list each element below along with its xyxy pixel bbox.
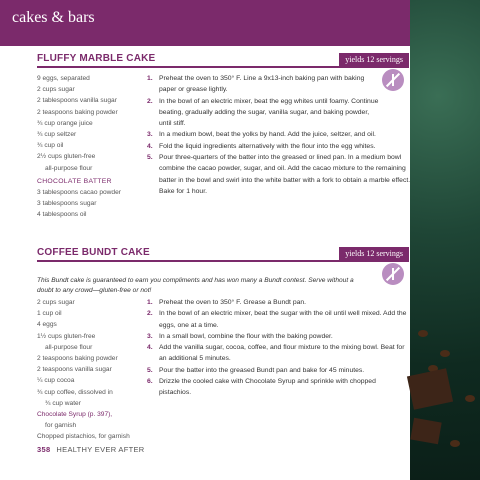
ingredient: 2 cups sugar	[37, 299, 75, 306]
ingredient: ¼ cup cocoa	[37, 377, 75, 385]
book-title: HEALTHY EVER AFTER	[56, 445, 145, 454]
step	[147, 141, 421, 152]
ingredient: 3 tablespoons cacao powder	[37, 189, 121, 197]
food-photo	[410, 0, 480, 480]
ingredient: ¾ cup seltzer	[37, 131, 77, 139]
step	[147, 297, 409, 308]
recipe1-title: FLUFFY MARBLE CAKE	[37, 53, 156, 64]
recipe1-ingredients	[37, 73, 142, 221]
step	[147, 365, 409, 376]
ingredient: 2½ cups gluten-free	[37, 153, 96, 161]
step-text: Preheat the oven to 350° F. Line a 9x13-inch baking pan with baking paper or grease lightly.	[159, 75, 365, 94]
step-text: In a small bowl, combine the flour with the baking powder.	[159, 332, 333, 340]
step-number: 5.	[147, 154, 153, 162]
chocolate-batter-subheading: CHOCOLATE BATTER	[37, 177, 112, 185]
ingredient: 3 tablespoons sugar	[37, 200, 97, 208]
recipe2-ingredients	[37, 297, 142, 443]
ingredient: 1½ cups gluten-free	[37, 332, 96, 340]
step-text: In the bowl of an electric mixer, beat the egg whites until foamy. Continue beating, gradually adding the sugar, vanilla sugar, and baking powder, until stiff.	[159, 97, 379, 128]
step	[147, 342, 409, 365]
step-text: Pour the batter into the greased Bundt pan and bake for 45 minutes.	[159, 366, 365, 374]
ingredient: 2 tablespoons vanilla sugar	[37, 97, 117, 105]
recipe1-heading-rule	[37, 52, 409, 68]
step-number: 5.	[147, 366, 153, 374]
step-number: 1.	[147, 75, 153, 82]
ingredient: 1 cup oil	[37, 310, 62, 318]
ingredient: ¾ cup oil	[37, 142, 64, 150]
step	[147, 73, 383, 96]
page-number: 358	[37, 445, 51, 454]
step	[147, 331, 409, 342]
gluten-free-icon	[382, 69, 404, 91]
section-header	[0, 0, 410, 46]
ingredient: 2 teaspoons baking powder	[37, 108, 118, 116]
step-text: In a medium bowl, beat the yolks by hand. Add the juice, seltzer, and oil.	[159, 131, 376, 139]
step	[147, 152, 421, 197]
ingredient: ¾ cup orange juice	[37, 119, 93, 127]
ingredient: 2 teaspoons vanilla sugar	[37, 366, 112, 374]
step	[147, 96, 383, 130]
ingredient: 2 teaspoons baking powder	[37, 355, 118, 363]
step-number: 2.	[147, 97, 153, 105]
ingredient: 9 eggs, separated	[37, 75, 90, 82]
recipe2-intro: This Bundt cake is guaranteed to earn you compliments and has won many a Bundt contest. Serve without a doubt to any crowd—gluten-free or not!	[37, 277, 354, 294]
ingredient: 4 tablespoons oil	[37, 211, 87, 219]
step-number: 4.	[147, 344, 153, 352]
recipe1-steps	[147, 73, 411, 197]
step-text: Preheat the oven to 350° F. Grease a Bundt pan.	[159, 299, 307, 306]
ingredient: all-purpose flour	[45, 343, 93, 351]
page-footer	[37, 445, 144, 454]
step	[147, 129, 421, 140]
step-number: 6.	[147, 378, 153, 386]
step-text: In the bowl of an electric mixer, beat the sugar with the oil until well mixed. Add the eggs, one at a time.	[159, 310, 407, 329]
ingredient: ¾ cup coffee, dissolved in	[37, 388, 113, 396]
step	[147, 376, 409, 399]
ingredient: all-purpose flour	[45, 164, 93, 172]
step-number: 1.	[147, 299, 153, 306]
recipe2-steps	[147, 297, 409, 399]
gluten-free-icon	[382, 263, 404, 285]
step-number: 4.	[147, 142, 153, 150]
ingredient: 2 cups sugar	[37, 86, 75, 94]
step-text: Pour three-quarters of the batter into the greased or lined pan. In a medium bowl combine the cacao powder, sugar, and oil. Add the cacao mixture to the remaining batter in the bowl and swirl into the white batter with a fork to obtain a marble effect. Bake for 1 hour.	[159, 154, 411, 195]
step-text: Drizzle the cooled cake with Chocolate Syrup and sprinkle with chopped pistachios.	[159, 378, 376, 397]
ingredient: 4 eggs	[37, 321, 57, 329]
section-title: cakes & bars	[12, 9, 95, 26]
step-text: Add the vanilla sugar, cocoa, coffee, and flour mixture to the mixing bowl. Beat for an additional 5 minutes.	[159, 344, 405, 363]
ingredient-link[interactable]: Chocolate Syrup (p. 397),	[37, 411, 113, 419]
ingredient: for garnish	[45, 422, 77, 430]
recipe2-heading-rule	[37, 244, 409, 262]
step-number: 3.	[147, 131, 153, 139]
recipe1-yields-badge: yields 12 servings	[339, 53, 409, 66]
ingredient: ¾ cup water	[45, 399, 81, 407]
step	[147, 308, 409, 331]
step-number: 2.	[147, 310, 153, 318]
recipe2-yields-badge: yields 12 servings	[339, 247, 409, 260]
step-text: Fold the liquid ingredients alternatively with the flour into the egg whites.	[159, 142, 376, 150]
ingredient: Chopped pistachios, for garnish	[37, 433, 130, 441]
step-number: 3.	[147, 332, 153, 340]
recipe2-title: COFFEE BUNDT CAKE	[37, 247, 150, 258]
